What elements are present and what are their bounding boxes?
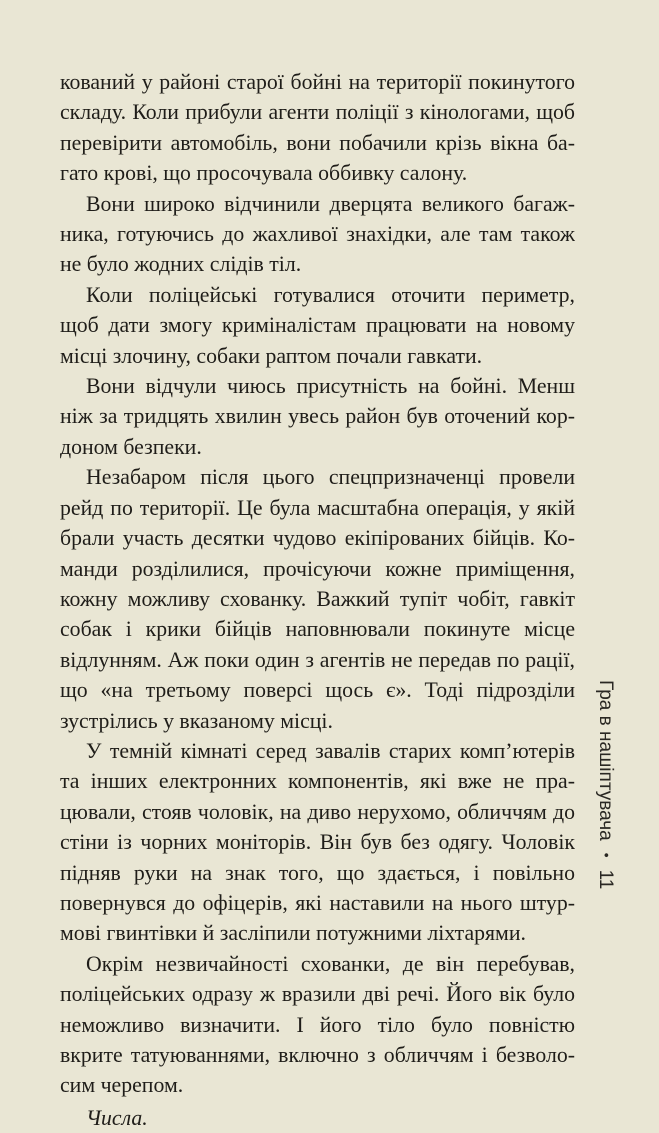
paragraph: Вони широко відчинили дверцята великого багажника, готуючись до жахливої знахідки, але там також не було жодних слідів тіл.: [60, 191, 575, 277]
separator-dot: •: [599, 852, 615, 858]
page-number: 11: [595, 869, 616, 890]
paragraph: Коли поліцейські готувалися оточити периметр, щоб дати змогу криміналістам працювати на новому місці злочину, собаки раптом почали гавкати.: [60, 282, 575, 368]
paragraph: Окрім незвичайності схованки, де він перебував, поліцейських одразу ж вразили дві речі. Його вік було неможливо визначити. І його тіло було повністю вкрите татуюваннями, включно з обличчям і безволосим черепом.: [60, 951, 575, 1098]
body-text: [60, 67, 575, 1133]
paragraph: кований у районі старої бойні на території покинутого складу. Коли прибули агенти поліції з кінологами, щоб перевірити автомобіль, вони побачили крізь вікна багато крові, що просочувала оббивку салону.: [60, 70, 575, 186]
signature: Числа.: [86, 1105, 148, 1130]
paragraph: Незабаром після цього спецпризначенці провели рейд по території. Це була масштабна операція, у якій брали участь десятки чудово екіпірованих бійців. Команди розділилися, прочісуючи кожне приміщення, кожну можливу схованку. Важкий тупіт чобіт, гавкіт собак і крики бійців наповнювали покинуте місце відлунням. Аж поки один з агентів не передав по рації, що «на третьому поверсі щось є». Тоді підрозділи зустрілись у вказаному місці.: [60, 465, 575, 733]
running-title: Гра в нашіптувача: [595, 680, 616, 841]
running-header: [594, 680, 616, 889]
paragraph: Вони відчули чиюсь присутність на бойні. Менш ніж за тридцять хвилин увесь район був оточений кордоном безпеки.: [60, 374, 575, 459]
paragraph: У темній кімнаті серед завалів старих комп’ютерів та інших електронних компонентів, які вже не працювали, стояв чоловік, на диво нерухомо, обличчям до стіни із чорних моніторів. Він був без одягу. Чоловік підняв руки на знак того, що здається, і повільно повернувся до офіцерів, які наставили на нього штурмові гвинтівки й засліпили потужними ліхтарями.: [60, 738, 575, 946]
